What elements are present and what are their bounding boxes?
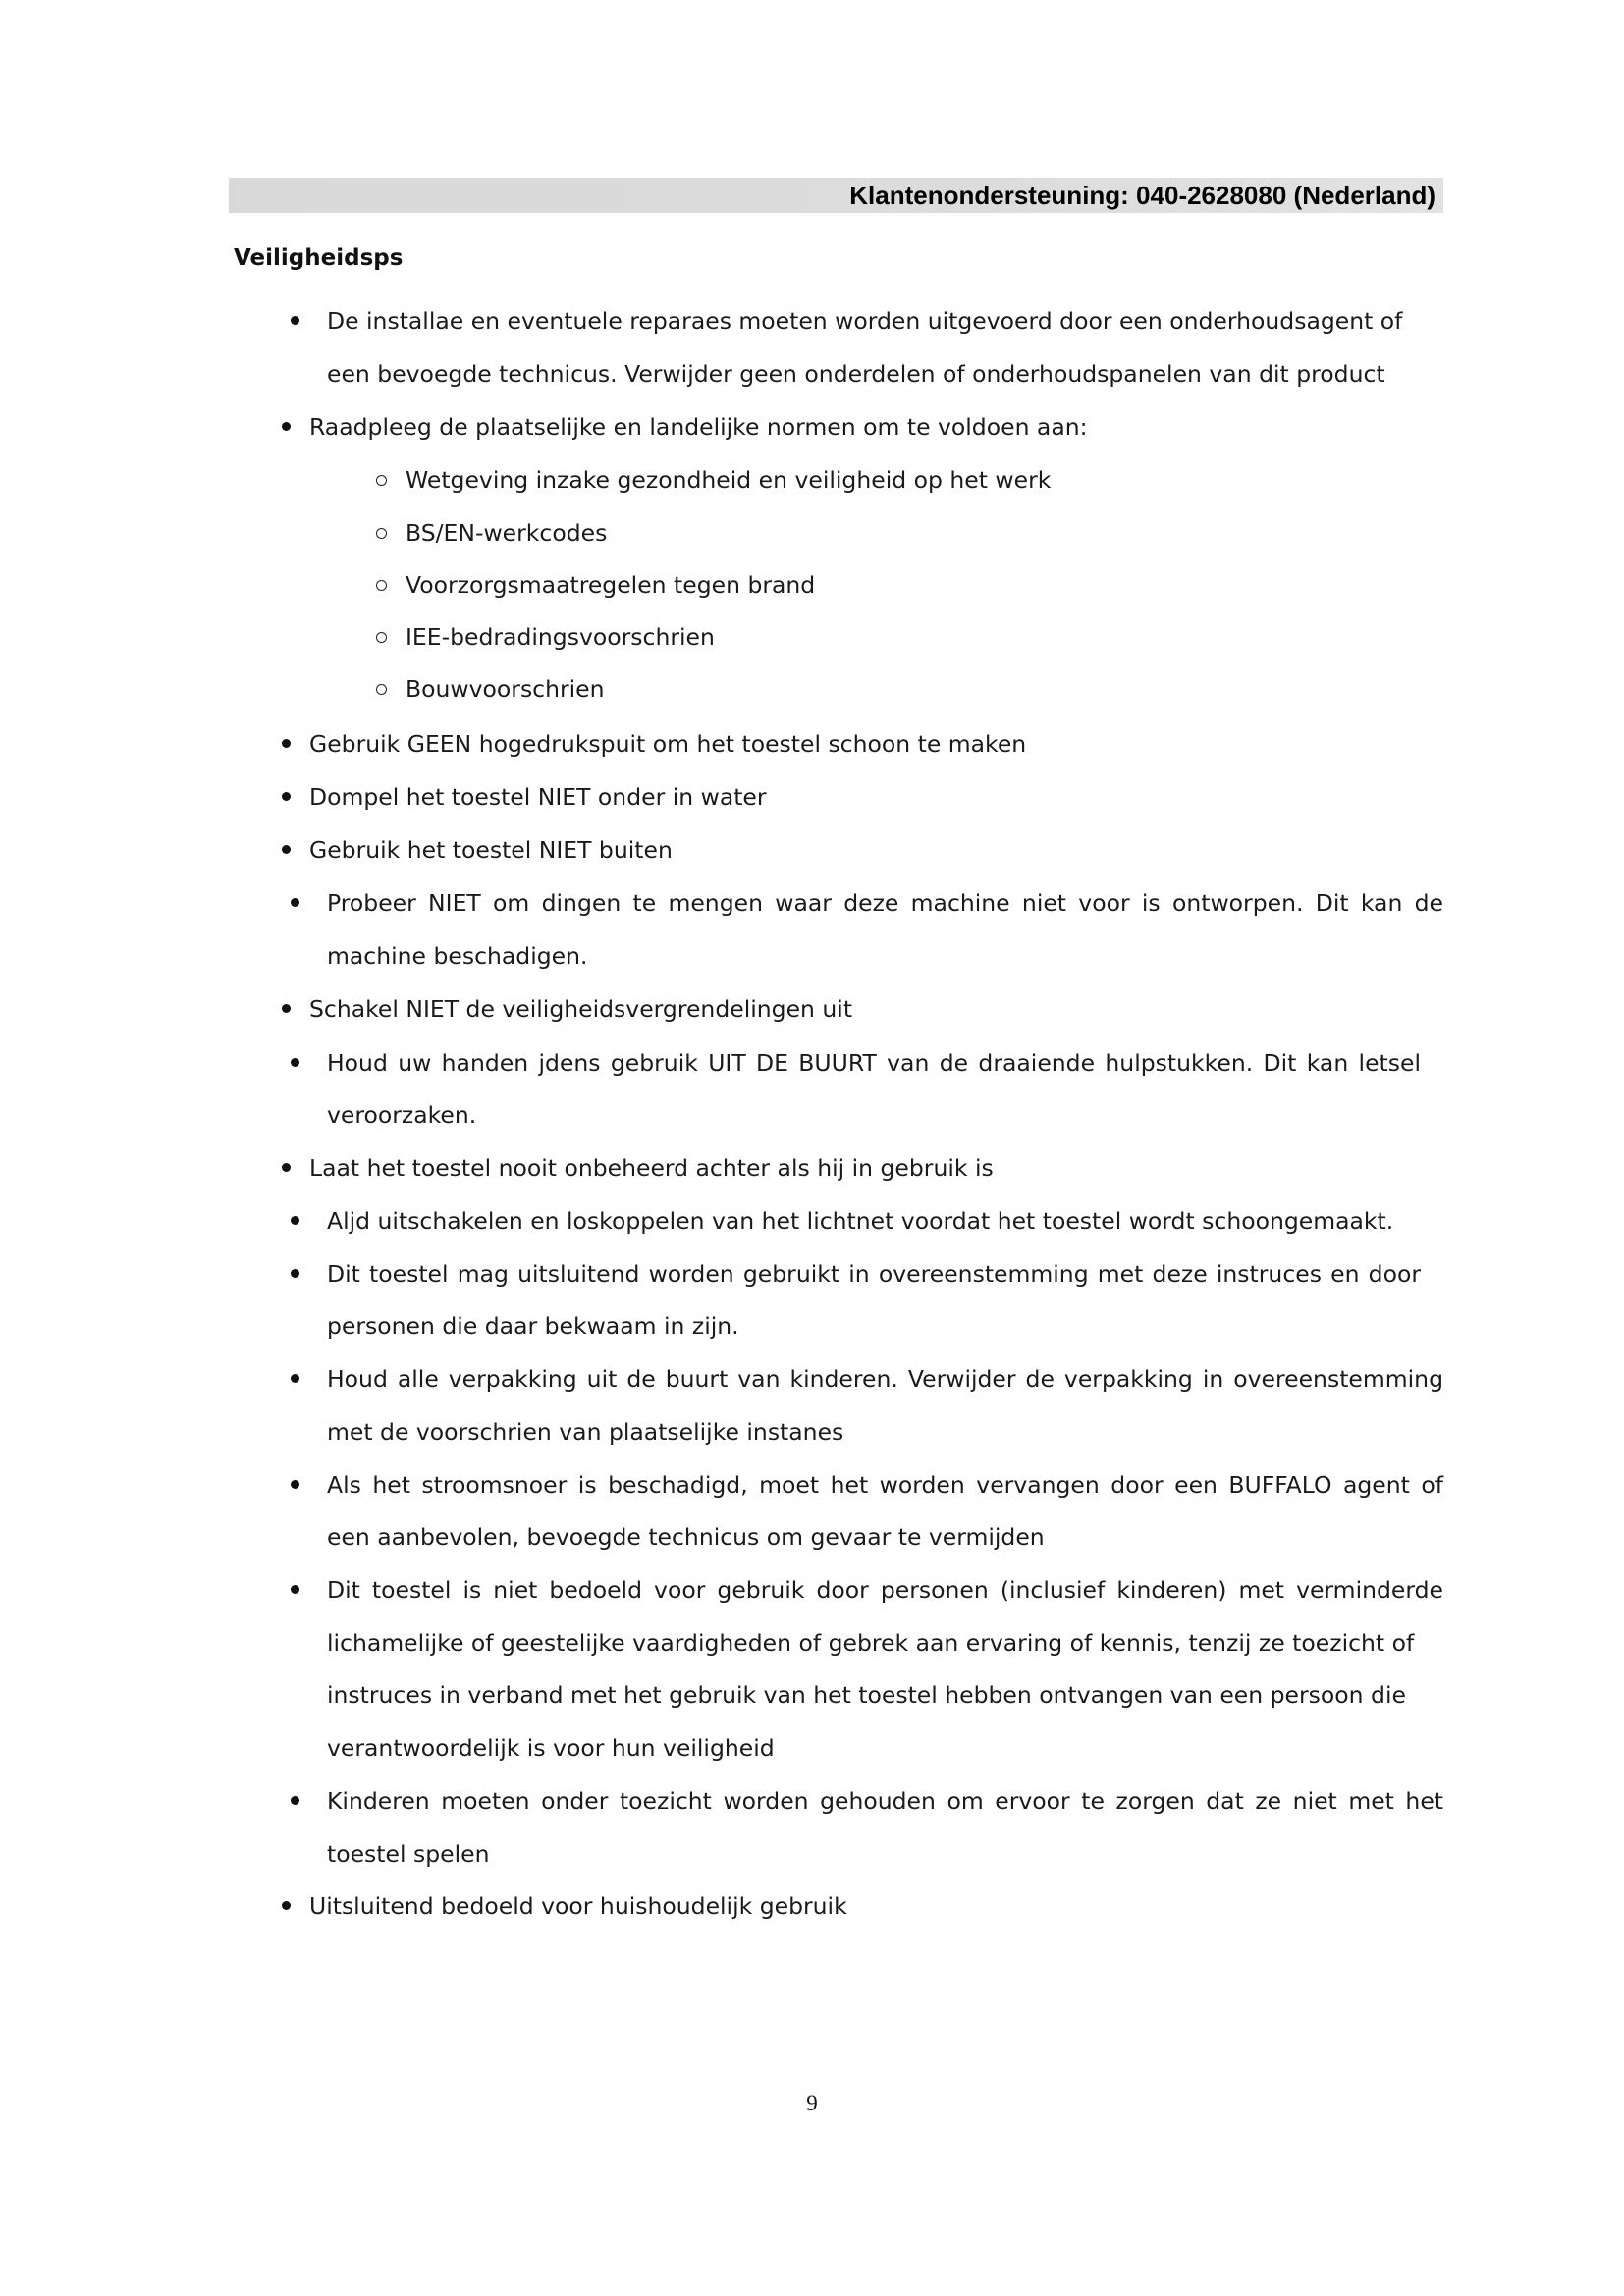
list-item-line: Schakel NIET de veiligheidsvergrendelingen uit [309,995,853,1023]
customer-support-line: Klantenondersteuning: 040-2628080 (Nederland) [849,181,1435,210]
list-item-line: veroorzaken. [327,1101,477,1129]
list-item-line: met de voorschrien van plaatselijke instanes [327,1418,844,1446]
list-item-line: De installae en eventuele reparaes moeten worden uitgevoerd door een onderhoudsagent of [327,307,1403,335]
bullet-icon [282,792,291,801]
sub-list-item: Bouwvoorschrien [406,675,605,703]
list-item-line: toestel spelen [327,1841,490,1868]
bullet-icon [291,1058,299,1067]
list-item-line: Dit toestel mag uitsluitend worden gebruikt in overeenstemming met deze instruces en door [327,1260,1421,1288]
list-item-line: Uitsluitend bedoeld voor huishoudelijk gebruik [309,1893,847,1920]
list-item-line: Raadpleeg de plaatselijke en landelijke normen om te voldoen aan: [309,413,1088,441]
sub-bullet-icon [376,580,387,591]
bullet-icon [282,1004,291,1013]
bullet-icon [291,1585,299,1594]
sub-bullet-icon [376,632,387,643]
list-item-line: Dompel het toestel NIET onder in water [309,783,767,811]
bullet-icon [282,1163,291,1172]
bullet-icon [291,1374,299,1383]
bullet-icon [291,898,299,907]
list-item-line: Laat het toestel nooit onbeheerd achter als hij in gebruik is [309,1154,994,1182]
bullet-icon [291,1216,299,1225]
list-item-line: instruces in verband met het gebruik van het toestel hebben ontvangen van een persoon die [327,1682,1406,1709]
section-title: Veiligheidsps [234,245,404,271]
bullet-icon [291,1269,299,1278]
list-item-line: verantwoordelijk is voor hun veiligheid [327,1735,775,1762]
bullet-icon [282,739,291,748]
bullet-icon [282,845,291,854]
sub-list-item: BS/EN-werkcodes [406,519,608,547]
bullet-icon [291,316,299,325]
page-number: 9 [806,2091,818,2115]
list-item-line: Gebruik GEEN hogedrukspuit om het toestel schoon te maken [309,730,1027,758]
sub-list-item: Wetgeving inzake gezondheid en veiligheid op het werk [406,466,1052,494]
list-item-line: machine beschadigen. [327,942,588,970]
list-item-line: Houd alle verpakking uit de buurt van kinderen. Verwijder de verpakking in overeenstemming [327,1365,1443,1393]
list-item-line: lichamelijke of geestelijke vaardigheden of gebrek aan ervaring of kennis, tenzij ze toezicht of [327,1629,1415,1657]
sub-list-item: IEE-bedradingsvoorschrien [406,623,715,651]
list-item-line: Gebruik het toestel NIET buiten [309,836,673,864]
list-item-line: Probeer NIET om dingen te mengen waar deze machine niet voor is ontworpen. Dit kan de [327,889,1443,917]
list-item-line: Aljd uitschakelen en loskoppelen van het lichtnet voordat het toestel wordt schoongemaakt. [327,1207,1394,1235]
sub-bullet-icon [376,528,387,539]
list-item-line: Als het stroomsnoer is beschadigd, moet het worden vervangen door een BUFFALO agent of [327,1471,1443,1499]
list-item-line: een bevoegde technicus. Verwijder geen onderdelen of onderhoudspanelen van dit product [327,360,1385,388]
bullet-icon [282,1901,291,1910]
bullet-icon [282,422,291,431]
list-item-line: Kinderen moeten onder toezicht worden gehouden om ervoor te zorgen dat ze niet met het [327,1788,1443,1815]
list-item-line: een aanbevolen, bevoegde technicus om gevaar te vermijden [327,1523,1045,1551]
bullet-icon [291,1480,299,1489]
sub-bullet-icon [376,684,387,695]
sub-bullet-icon [376,475,387,486]
list-item-line: Dit toestel is niet bedoeld voor gebruik door personen (inclusief kinderen) met verminderde [327,1576,1443,1604]
list-item-line: Houd uw handen jdens gebruik UIT DE BUURT van de draaiende hulpstukken. Dit kan letsel [327,1049,1421,1077]
sub-list-item: Voorzorgsmaatregelen tegen brand [406,571,816,599]
bullet-icon [291,1796,299,1805]
list-item-line: personen die daar bekwaam in zijn. [327,1312,739,1340]
